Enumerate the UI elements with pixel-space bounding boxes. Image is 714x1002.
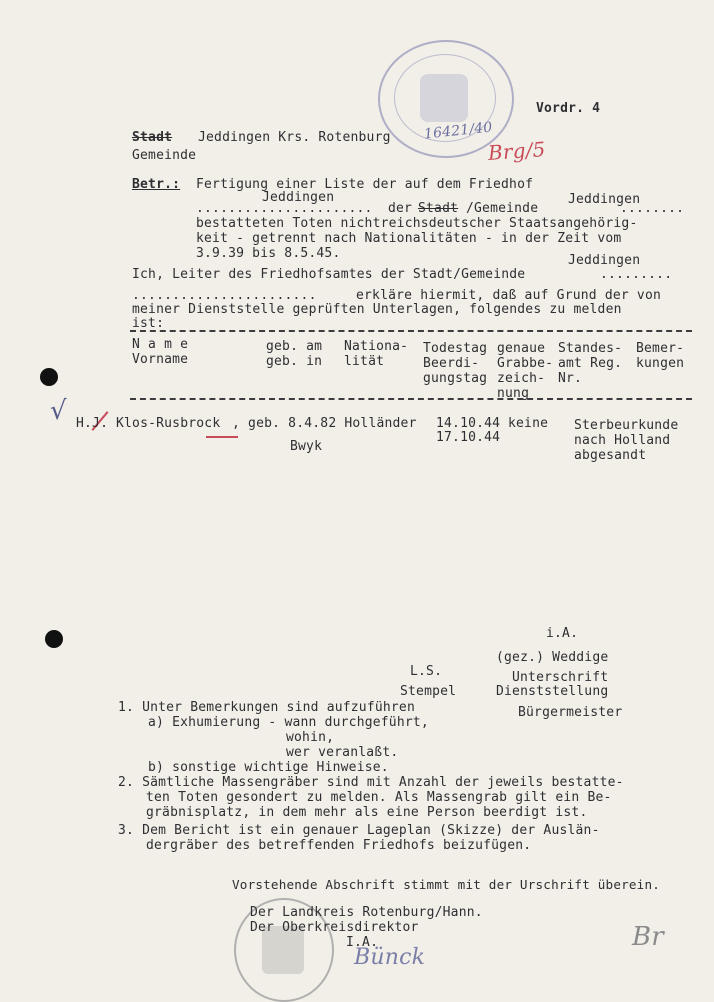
note-2-2: ten Toten gesondert zu melden. Als Massengrab gilt ein Be- [146, 790, 612, 805]
note-3-2: dergräber des betreffenden Friedhofs beizufügen. [146, 838, 532, 853]
note-1a: a) Exhumierung - wann durchgeführt, [148, 715, 429, 730]
place-struck: Stadt [132, 130, 173, 145]
row-surname: Klos-Rusbrock [116, 416, 221, 431]
signature-dienststellung: Dienststellung [496, 684, 609, 699]
archive-number: 16421/40 [423, 119, 494, 143]
column-header-registry: Standes- amt Reg. Nr. [558, 341, 623, 386]
row-birth-place: Bwyk [290, 439, 323, 454]
place-label: Gemeinde [132, 148, 197, 163]
cemetery-name-1: Jeddingen [262, 190, 335, 205]
subject-dots: ...................... [196, 201, 373, 216]
row-remarks-1: Sterbeurkunde [574, 418, 679, 433]
subject-line-1: Fertigung einer Liste der auf dem Friedhof [196, 177, 534, 192]
community-name: Jeddingen [568, 253, 641, 268]
note-3: 3. Dem Bericht ist ein genauer Lageplan (Skizze) der Auslän- [118, 823, 600, 838]
signature-stempel: Stempel [400, 684, 457, 699]
subject-label: Betr.: [132, 177, 181, 192]
cemetery-name-2: Jeddingen [568, 192, 641, 207]
table-rule-bottom [130, 398, 692, 400]
column-header-name: N a m e Vorname [132, 337, 189, 367]
declaration-line-3: meiner Dienststelle geprüften Unterlagen, folgendes zu melden [132, 302, 622, 317]
punch-hole-top [40, 368, 58, 386]
subject-gemeinde: /Gemeinde [466, 201, 539, 216]
check-mark-icon: √ [50, 396, 67, 426]
subject-end-dots: ........ [620, 201, 685, 216]
row-initials: H.J. [76, 416, 109, 431]
row-burial-date: 17.10.44 [436, 430, 501, 445]
signature-ls: L.S. [410, 664, 443, 679]
row-death-date: 14.10.44 [436, 416, 501, 431]
column-header-remarks: Bemer- kungen [636, 341, 685, 371]
eagle-emblem-icon [420, 74, 468, 122]
declaration-end-dots: ......... [600, 267, 673, 282]
form-number: Vordr. 4 [536, 101, 601, 116]
note-1: 1. Unter Bemerkungen sind aufzuführen [118, 700, 415, 715]
signature-buergermeister: Bürgermeister [518, 705, 623, 720]
subject-der: der [388, 201, 413, 216]
declaration-line-1: Ich, Leiter des Friedhofsamtes der Stadt/Gemeinde [132, 267, 526, 282]
signature-unterschrift: Unterschrift [512, 670, 609, 685]
signature-name: (gez.) Weddige [496, 650, 609, 665]
signature-ia: i.A. [546, 626, 579, 641]
subject-line-5: 3.9.39 bis 8.5.45. [196, 246, 341, 261]
row-grave: keine [508, 416, 549, 431]
certification-line-3: Der Oberkreisdirektor [250, 920, 419, 935]
note-2: 2. Sämtliche Massengräber sind mit Anzahl der jeweils bestatte- [118, 775, 624, 790]
row-remarks-2: nach Holland [574, 433, 671, 448]
note-1b: b) sonstige wichtige Hinweise. [148, 760, 389, 775]
declaration-dots: ....................... [132, 288, 317, 303]
column-header-nationality: Nationa- lität [344, 339, 409, 369]
place-line: Jeddingen Krs. Rotenburg [198, 130, 391, 145]
note-1a-3: wer veranlaßt. [286, 745, 399, 760]
initials-top: Brg/5 [487, 137, 547, 165]
declaration-line-4: ist: [132, 316, 165, 331]
certification-line-2: Der Landkreis Rotenburg/Hann. [250, 905, 483, 920]
subject-line-3: bestatteten Toten nichtreichsdeutscher Staatsangehörig- [196, 216, 638, 231]
punch-hole-bottom [45, 630, 63, 648]
row-birth: , geb. 8.4.82 Holländer [232, 416, 417, 431]
table-rule-top [130, 330, 692, 332]
certification-line-4: I.A. [346, 935, 379, 950]
red-underline-mark [206, 436, 238, 438]
certification-line-1: Vorstehende Abschrift stimmt mit der Urschrift überein. [232, 877, 661, 892]
initials-bottom: Br [632, 922, 664, 952]
declaration-line-2: erkläre hiermit, daß auf Grund der von [356, 288, 662, 303]
note-2-3: gräbnisplatz, in dem mehr als eine Person beerdigt ist. [146, 805, 588, 820]
subject-line-4: keit - getrennt nach Nationalitäten - in der Zeit vom [196, 231, 622, 246]
subject-struck: Stadt [418, 201, 459, 216]
note-1a-2: wohin, [286, 730, 335, 745]
column-header-grave: genaue Grabbe- zeich- nung [497, 341, 554, 401]
certification-signature: Bünck [354, 945, 426, 970]
row-remarks-3: abgesandt [574, 448, 647, 463]
column-header-birth: geb. am geb. in [266, 339, 323, 369]
column-header-death-date: Todestag Beerdi- gungstag [423, 341, 488, 386]
